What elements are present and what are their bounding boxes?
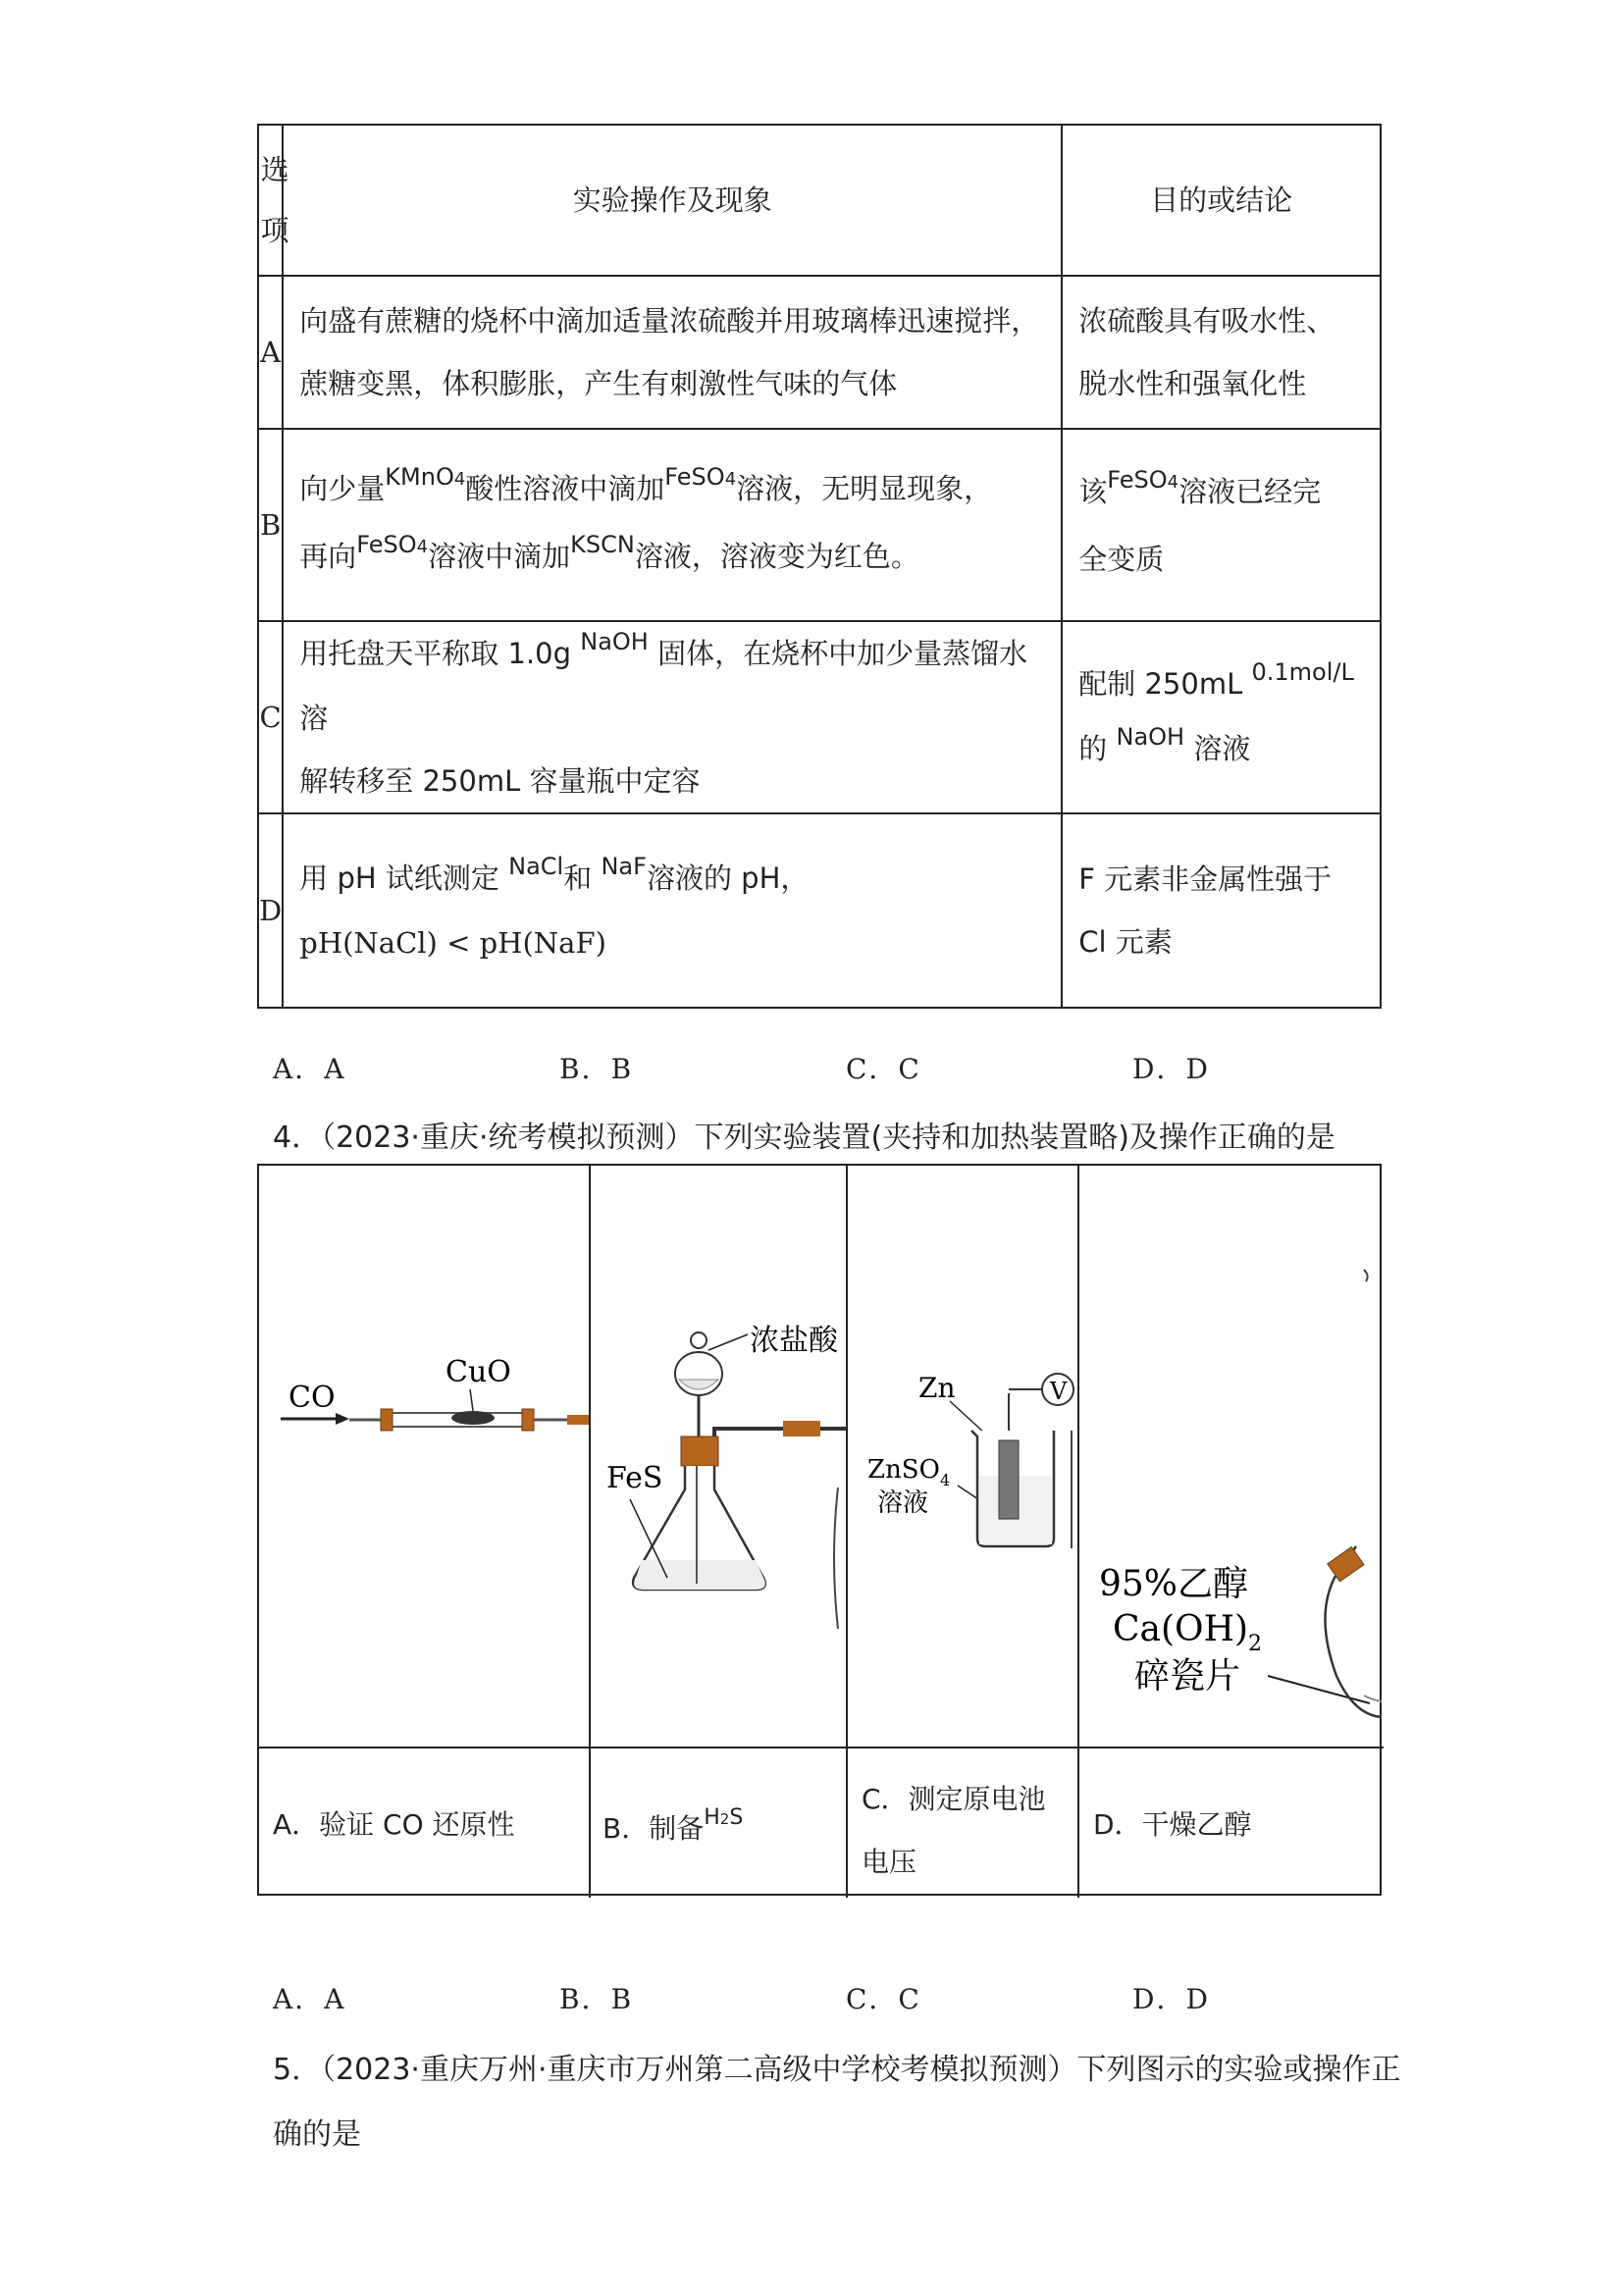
zn-label: Zn xyxy=(918,1372,956,1404)
solution-label: 溶液 xyxy=(877,1488,929,1518)
choice-a[interactable]: A．A xyxy=(273,1053,346,1085)
row-conclusion: 浓硫酸具有吸水性、 脱水性和强氧化性 xyxy=(1062,276,1381,429)
table-row xyxy=(258,813,1381,1008)
choice-c[interactable]: C．C xyxy=(846,1053,921,1085)
table-row xyxy=(258,429,1381,621)
panel-b-drawing xyxy=(591,1166,846,1747)
choice-c[interactable]: C．C xyxy=(846,1983,921,2015)
apparatus-figure xyxy=(257,1164,1382,1896)
chip-label: 碎瓷片 xyxy=(1134,1656,1241,1696)
choice-b[interactable]: B．B xyxy=(559,1983,634,2015)
caption-d: D．干燥乙醇 xyxy=(1093,1808,1252,1841)
table-row xyxy=(258,621,1381,813)
header-conclusion: 目的或结论 xyxy=(1062,125,1381,276)
question-5-line2: 确的是 xyxy=(273,2117,361,2152)
panel-a-drawing xyxy=(259,1166,589,1747)
stopper xyxy=(681,1436,718,1466)
question-4: 4．（2023·重庆·统考模拟预测）下列实验装置(夹持和加热装置略)及操作正确的是 xyxy=(273,1121,1335,1155)
cuo-powder xyxy=(451,1411,495,1425)
caption-b: B．制备$^{H2S}$ xyxy=(602,1805,744,1845)
table-row xyxy=(258,276,1381,429)
row-conclusion: 该$^{FeSO4}$溶液已经完 全变质 xyxy=(1062,429,1381,621)
row-option: C xyxy=(258,621,283,813)
svg-text:V: V xyxy=(1050,1378,1068,1405)
fes-label: FeS xyxy=(606,1461,663,1495)
question-5-line1: 5．（2023·重庆万州·重庆市万州第二高级中学校考模拟预测）下列图示的实验或操作正 xyxy=(273,2053,1401,2087)
panel-d-drawing xyxy=(1079,1166,1382,1747)
header-option: 选项 xyxy=(258,125,283,276)
row-operation: 用 pH 试纸测定 $^{NaCl}$和 $^{NaF}$溶液的 pH， pH(NaCl) < pH(NaF) xyxy=(283,813,1062,1008)
zinc-electrode xyxy=(999,1440,1019,1519)
row-option: A xyxy=(258,276,283,429)
hcl-label: 浓盐酸 xyxy=(750,1324,838,1358)
choice-b[interactable]: B．B xyxy=(559,1053,634,1085)
row-operation: 用托盘天平称取 1.0g $^{NaOH}$ 固体，在烧杯中加少量蒸馏水溶 解转移至 250mL 容量瓶中定容 xyxy=(283,621,1062,813)
caption-a: A．验证 CO 还原性 xyxy=(273,1808,515,1841)
row-conclusion: 配制 250mL $^{0.1mol/L}$ 的 $^{NaOH}$ 溶液 xyxy=(1062,621,1381,813)
choice-d[interactable]: D．D xyxy=(1132,1053,1210,1085)
row-conclusion: F 元素非金属性强于 Cl 元素 xyxy=(1062,813,1381,1008)
cuo-label: CuO xyxy=(445,1355,511,1389)
ethanol-label: 95%乙醇 xyxy=(1099,1564,1249,1604)
co-label: CO xyxy=(288,1381,336,1415)
choice-d[interactable]: D．D xyxy=(1132,1983,1210,2015)
experiment-table xyxy=(257,124,1382,1009)
row-operation: 向少量$^{KMnO4}$酸性溶液中滴加$^{FeSO4}$溶液，无明显现象， 再向$^{FeSO4}$溶液中滴加$^{KSCN}$溶液，溶液变为红色。 xyxy=(283,429,1062,621)
header-operation: 实验操作及现象 xyxy=(283,125,1062,276)
row-option: B xyxy=(258,429,283,621)
choice-a[interactable]: A．A xyxy=(273,1983,346,2015)
panel-c-drawing xyxy=(848,1166,1077,1747)
caoh2-label: $Ca(OH)_2$ xyxy=(1113,1609,1263,1656)
row-option: D xyxy=(258,813,283,1008)
caption-c: C．测定原电池 电压 xyxy=(862,1783,1046,1878)
row-operation: 向盛有蔗糖的烧杯中滴加适量浓硫酸并用玻璃棒迅速搅拌， 蔗糖变黑，体积膨胀，产生有刺激性气味的气体 xyxy=(283,276,1062,429)
znso4-label: ZnSO$_4$ xyxy=(867,1455,951,1489)
